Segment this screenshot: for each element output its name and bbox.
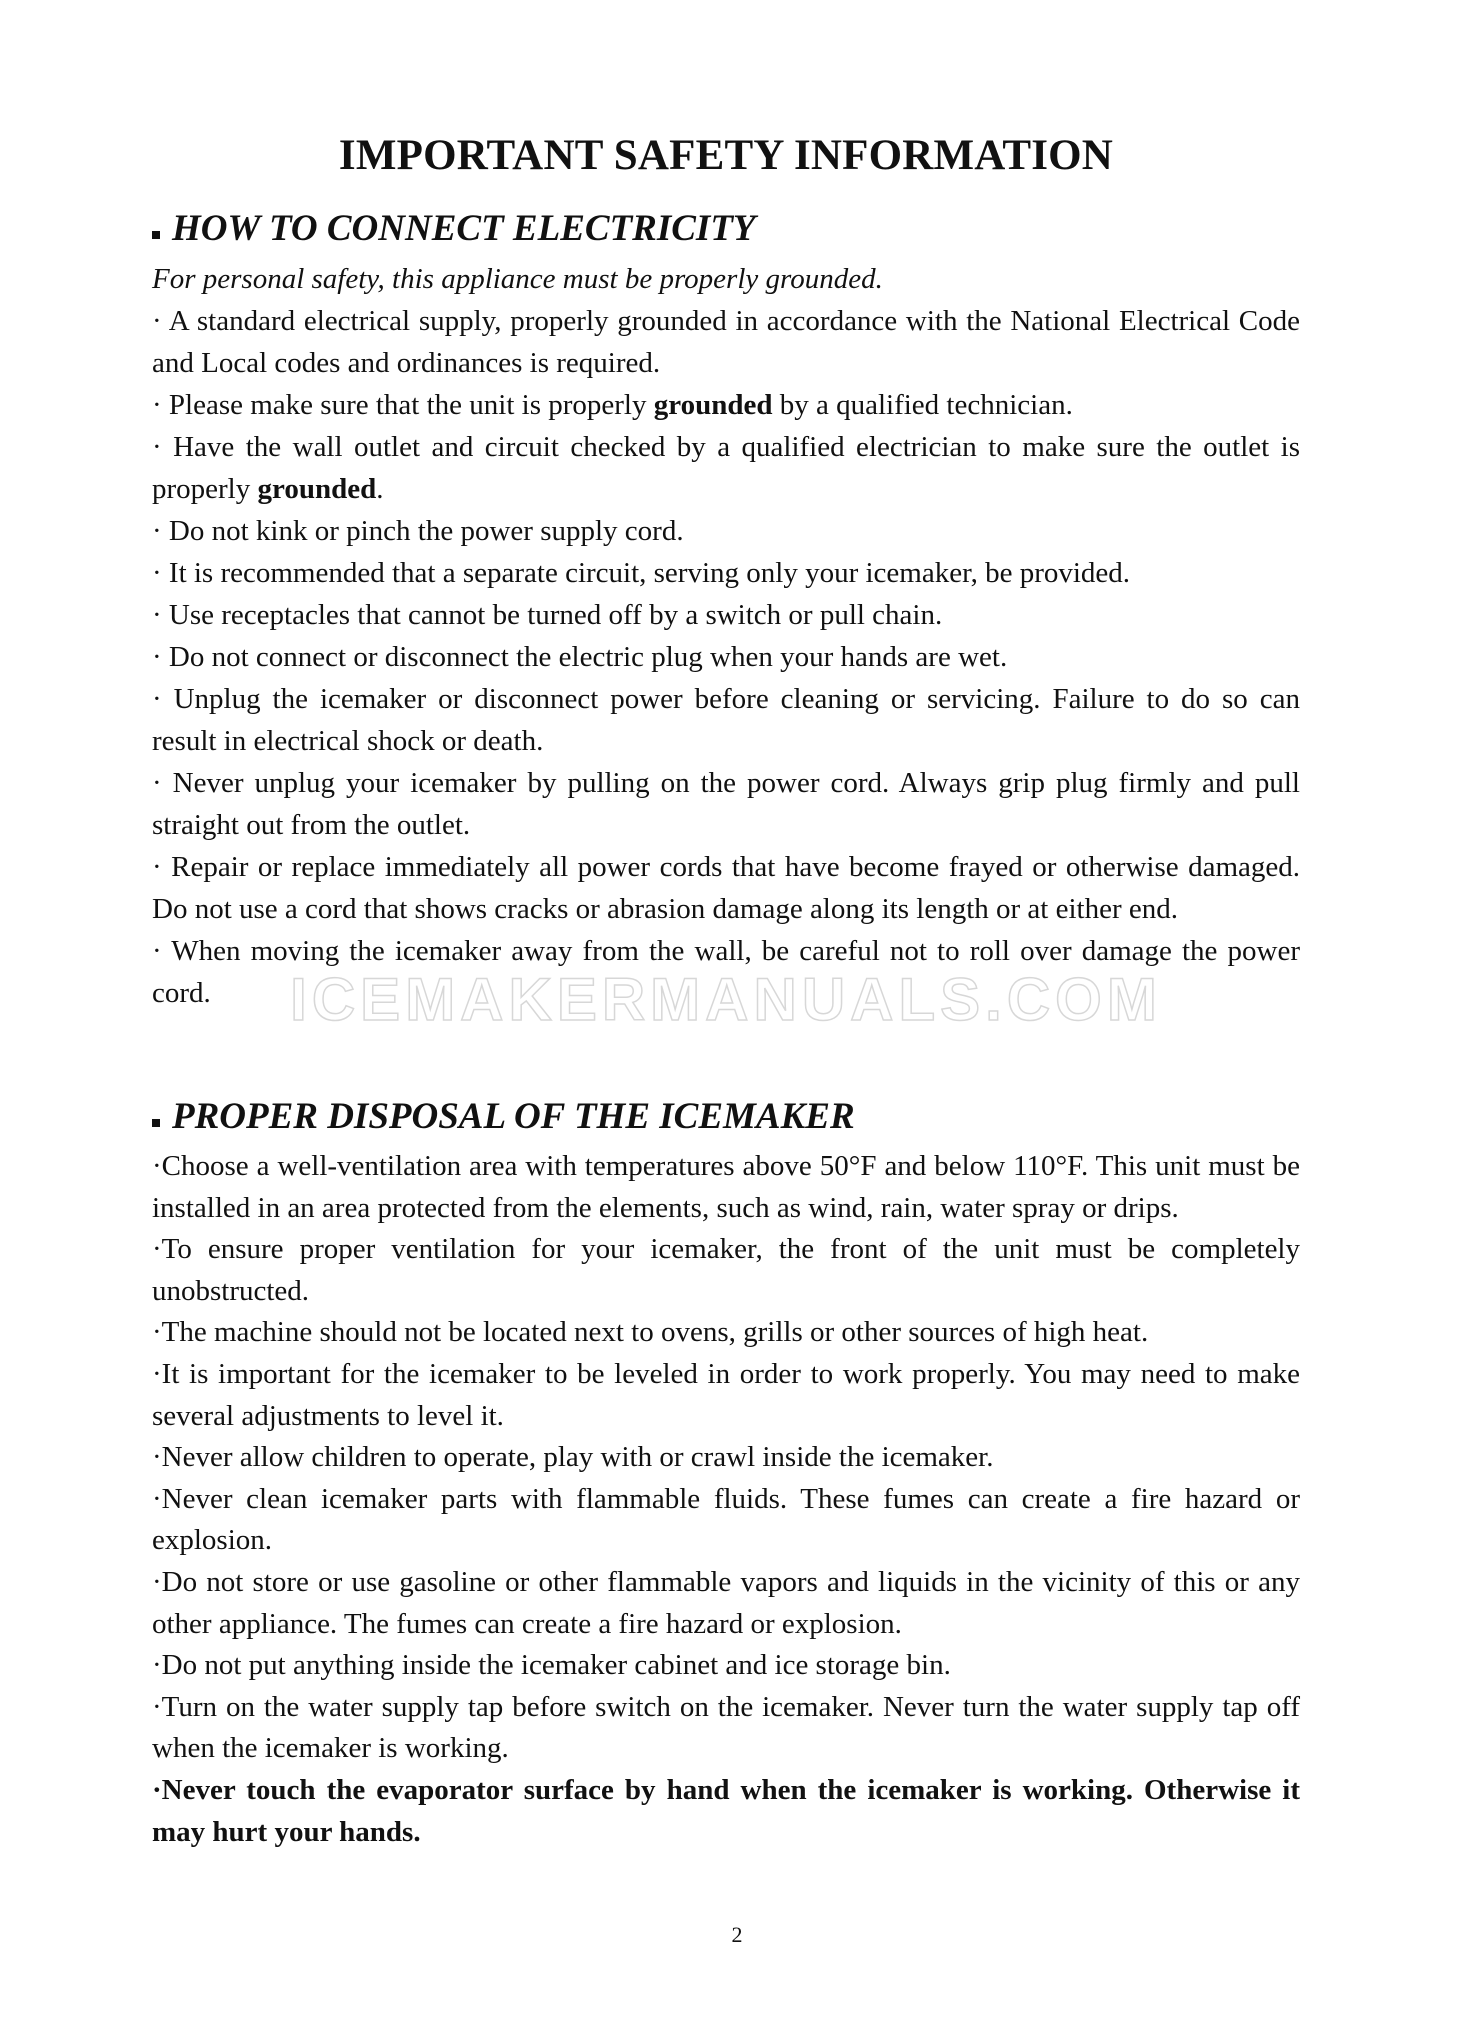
- section-heading-text: HOW TO CONNECT ELECTRICITY: [172, 208, 756, 249]
- section-heading: [152, 1092, 1300, 1142]
- list-item: · When moving the icemaker away from the wall, be careful not to roll over damage the power cord.: [152, 935, 1300, 1009]
- emphasis-text: grounded: [257, 473, 377, 505]
- list-item: ·The machine should not be located next to ovens, grills or other sources of high heat.: [152, 1316, 1149, 1349]
- section-connect-electricity: [152, 204, 1300, 1014]
- list-item: · Do not kink or pinch the power supply cord.: [152, 515, 684, 547]
- list-item: · Repair or replace immediately all power cords that have become frayed or otherwise damaged. Do not use a cord that shows cracks or abrasion damage along its length or at either end.: [152, 851, 1300, 925]
- section-subtitle: For personal safety, this appliance must be properly grounded.: [152, 263, 883, 295]
- emphasis-text: ·Never touch the evaporator surface by hand when the icemaker is working. Otherwise it may hurt your hands.: [152, 1773, 1300, 1848]
- section-heading: [152, 204, 1300, 254]
- list-item-warning: [152, 1770, 1300, 1853]
- list-item: · Unplug the icemaker or disconnect power before cleaning or servicing. Failure to do so can result in electrical shock or death.: [152, 683, 1300, 757]
- emphasis-text: grounded: [653, 389, 773, 421]
- list-item: · Use receptacles that cannot be turned off by a switch or pull chain.: [152, 599, 943, 631]
- list-item: · Do not connect or disconnect the electric plug when your hands are wet.: [152, 641, 1008, 673]
- list-item: ·Do not put anything inside the icemaker cabinet and ice storage bin.: [152, 1649, 951, 1682]
- section-proper-disposal: [152, 1092, 1300, 1853]
- section-heading-text: PROPER DISPOSAL OF THE ICEMAKER: [172, 1096, 855, 1137]
- list-item: ·Choose a well-ventilation area with temperatures above 50°F and below 110°F. This unit must be installed in an area protected from the elements, such as wind, rain, water spray or drips.: [152, 1150, 1300, 1224]
- list-item: · Have the wall outlet and circuit checked by a qualified electrician to make sure the outlet is properly grounded.: [152, 431, 1300, 505]
- list-item: · It is recommended that a separate circuit, serving only your icemaker, be provided.: [152, 557, 1131, 589]
- list-item: · Please make sure that the unit is properly grounded by a qualified technician.: [152, 389, 1073, 421]
- list-item: ·Never allow children to operate, play with or crawl inside the icemaker.: [152, 1441, 994, 1474]
- list-item: ·Turn on the water supply tap before switch on the icemaker. Never turn the water supply tap off when the icemaker is working.: [152, 1690, 1300, 1765]
- list-item: · A standard electrical supply, properly grounded in accordance with the National Electrical Code and Local codes and ordinances is required.: [152, 305, 1300, 379]
- list-item: ·Never clean icemaker parts with flammable fluids. These fumes can create a fire hazard or explosion.: [152, 1482, 1300, 1557]
- list-item: ·Do not store or use gasoline or other flammable vapors and liquids in the vicinity of this or any other appliance. The fumes can create a fire hazard or explosion.: [152, 1565, 1300, 1640]
- list-item: ·To ensure proper ventilation for your icemaker, the front of the unit must be completely unobstructed.: [152, 1233, 1300, 1307]
- watermark: ICEMAKERMANUALS.COM: [290, 966, 1162, 1033]
- list-item: ·It is important for the icemaker to be leveled in order to work properly. You may need to make several adjustments to level it.: [152, 1357, 1300, 1432]
- list-item: · Never unplug your icemaker by pulling on the power cord. Always grip plug firmly and pull straight out from the outlet.: [152, 767, 1300, 841]
- square-bullet-icon: [152, 1119, 160, 1127]
- page-number: 2: [731, 1922, 743, 1947]
- square-bullet-icon: [152, 231, 160, 239]
- page-title: IMPORTANT SAFETY INFORMATION: [338, 132, 1114, 179]
